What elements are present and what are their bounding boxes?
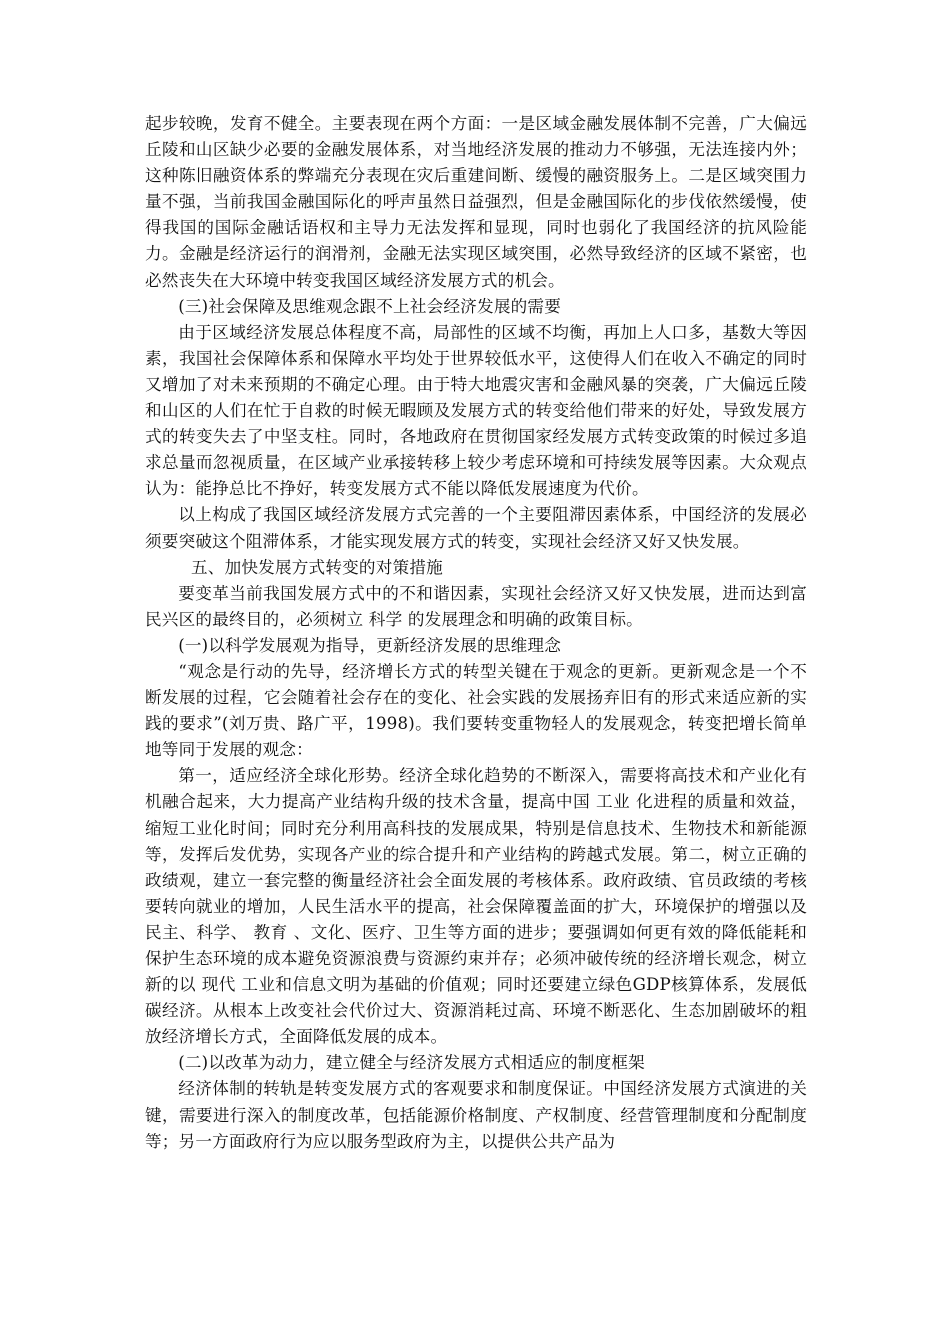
body-paragraph: 第一，适应经济全球化形势。经济全球化趋势的不断深入，需要将高技术和产业化有机融合起来，大力提高产业结构升级的技术含量，提高中国 工业 化进程的质量和效益，缩短工业化时间；同时充分利用高科技的发展成果，特别是信息技术、生物技术和新能源等，发挥后发优势，实现各产业的综合提升和产业结构的跨越式发展。第二，树立正确的政绩观，建立一套完整的衡量经济社会全面发展的考核体系。政府政绩、官员政绩的考核要转向就业的增加，人民生活水平的提高，社会保障覆盖面的扩大，环境保护的增强以及民主、科学、 教育 、文化、医疗、卫生等方面的进步；要强调如何更有效的降低能耗和保护生态环境的成本避免资源浪费与资源约束并存；必须冲破传统的经济增长观念，树立新的以 现代 工业和信息文明为基础的价值观；同时还要建立绿色GDP核算体系，发展低碳经济。从根本上改变社会代价过大、资源消耗过高、环境不断恶化、生态加剧破坏的粗放经济增长方式，全面降低发展的成本。: [145, 766, 807, 1047]
body-paragraph: 由于区域经济发展总体程度不高，局部性的区域不均衡，再加上人口多，基数大等因素，我国社会保障体系和保障水平均处于世界较低水平，这使得人们在收入不确定的同时又增加了对未来预期的不确定心理。由于特大地震灾害和金融风暴的突袭，广大偏远丘陵和山区的人们在忙于自救的时候无暇顾及发展方式的转变给他们带来的好处，导致发展方式的转变失去了中坚支柱。同时，各地政府在贯彻国家经发展方式转变政策的时候过多追求总量而忽视质量，在区域产业承接转移上较少考虑环境和可持续发展等因素。大众观点认为：能挣总比不挣好，转变发展方式不能以降低发展速度为代价。: [145, 322, 807, 499]
section-subheading: (一)以科学发展观为指导，更新经济发展的思维理念: [178, 635, 561, 655]
body-paragraph: 起步较晚，发育不健全。主要表现在两个方面：一是区域金融发展体制不完善，广大偏远丘陵和山区缺少必要的金融发展体系，对当地经济发展的推动力不够强，无法连接内外；这种陈旧融资体系的弊端充分表现在灾后重建间断、缓慢的融资服务上。二是区域突围力量不强，当前我国金融国际化的呼声虽然日益强烈，但是金融国际化的步伐依然缓慢，使得我国的国际金融话语权和主导力无法发挥和显现，同时也弱化了我国经济的抗风险能力。金融是经济运行的润滑剂，金融无法实现区域突围，必然导致经济的区域不紧密，也必然丧失在大环境中转变我国区域经济发展方式的机会。: [145, 114, 807, 290]
document-page: [145, 111, 807, 1155]
body-paragraph: 经济体制的转轨是转变发展方式的客观要求和制度保证。中国经济发展方式演进的关键，需要进行深入的制度改革，包括能源价格制度、产权制度、经营管理制度和分配制度等；另一方面政府行为应以服务型政府为主，以提供公共产品为: [145, 1079, 807, 1151]
body-paragraph: 以上构成了我国区域经济发展方式完善的一个主要阻滞因素体系，中国经济的发展必须要突破这个阻滞体系，才能实现发展方式的转变，实现社会经济又好又快发展。: [145, 505, 807, 551]
body-paragraph: 要变革当前我国发展方式中的不和谐因素，实现社会经济又好又快发展，进而达到富民兴区的最终目的，必须树立 科学 的发展理念和明确的政策目标。: [145, 583, 807, 629]
section-subheading: (三)社会保障及思维观念跟不上社会经济发展的需要: [178, 296, 561, 316]
section-subheading: (二)以改革为动力，建立健全与经济发展方式相适应的制度框架: [178, 1053, 645, 1073]
section-heading: 五、加快发展方式转变的对策措施: [191, 557, 443, 577]
body-paragraph: “观念是行动的先导，经济增长方式的转型关键在于观念的更新。更新观念是一个不断发展的过程，它会随着社会存在的变化、社会实践的发展扬弃旧有的形式来适应新的实践的要求”(刘万贵、路广平，1998)。我们要转变重物轻人的发展观念，转变把增长简单地等同于发展的观念：: [145, 661, 807, 760]
